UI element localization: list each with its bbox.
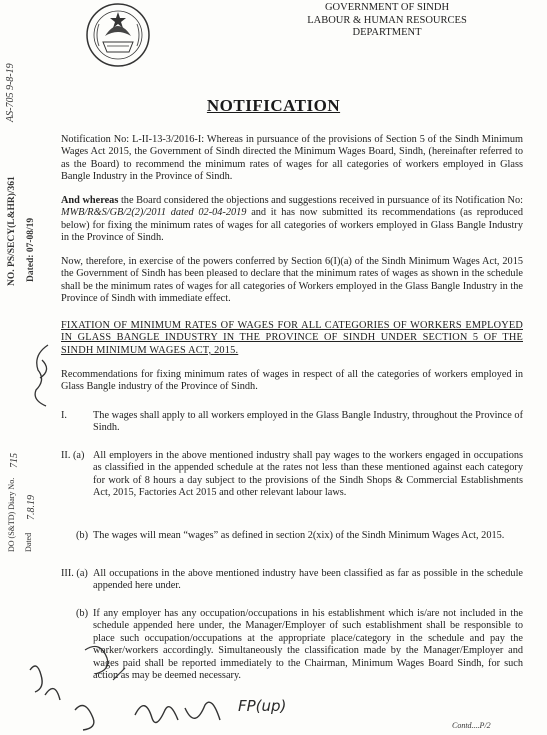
and-whereas-text-2: and it has now submitted its recommendations (as reproduced below) for fixing the minimum rates of wages for all categories of workers employed in Glass Bangle Industry in the Province of Sindh. — [61, 207, 523, 244]
fixation-heading: FIXATION OF MINIMUM RATES OF WAGES FOR ALL CATEGORIES OF WORKERS EMPLOYED IN GLASS BANGLE INDUSTRY IN THE PROVINCE OF SINDH UNDER SECTION 5 OF THE SINDH MINIMUM WAGES ACT, 2015. — [61, 320, 523, 356]
paragraph-and-whereas — [61, 195, 523, 245]
item-i-text: The wages shall apply to all workers employed in the Glass Bangle Industry, throughout the Province of Sindh. — [93, 410, 523, 434]
ps-dated-stamp: Dated: 07-08/19 — [26, 217, 36, 282]
diary-number-value: 715 — [9, 453, 20, 468]
handwritten-signature-bottom — [130, 690, 240, 735]
diary-number-label: DO (S&TD) Diary No. — [7, 477, 16, 552]
department-header — [292, 2, 482, 40]
item-iiia-number: III. (a) — [61, 568, 88, 579]
item-iiib-text: If any employer has any occupation/occupations in his establishment which is/are not included in the schedule appended here under, the Manager/Employer of such establishment shall be responsible to place such occupation/occupations at the appropriate place/category in the schedule and pay the worker/workers accordingly. Simultaneously the classification made by the Manager/Employer and wages paid shall be reported immediately to the Chairman, Minimum Wages Board Sindh, for such action as may be deemed necessary. — [93, 608, 523, 682]
and-whereas-text-1: the Board considered the objections and suggestions received in pursuance of its Notification No: — [118, 195, 523, 206]
ps-number-stamp: NO. PS/SECY(L&HR)/361 — [7, 176, 17, 286]
header-line-2: LABOUR & HUMAN RESOURCES — [307, 14, 467, 26]
paragraph-now-therefore: Now, therefore, in exercise of the powers conferred by Section 6(I)(a) of the Sindh Minimum Wages Act, 2015 the Government of Sindh has been pleased to declare that the minimum rates of wages as shown in the schedule shall be the minimum rates of wages for all categories of Workers employed in the Glass Bangle Industry in the Province of Sindh with immediate effect. — [61, 256, 523, 305]
notification-title: NOTIFICATION — [206, 96, 341, 115]
continued-note: Contd....P/2 — [452, 721, 491, 730]
sindh-government-seal — [85, 2, 151, 68]
diary-dated-label: Dated — [24, 532, 33, 552]
handwritten-fp-note: FP(up) — [238, 697, 287, 715]
item-i-number: I. — [61, 410, 68, 421]
item-iiia-text: All occupations in the above mentioned industry have been classified as far as possible in the schedule appended here under. — [93, 568, 523, 592]
item-iia-text: All employers in the above mentioned industry shall pay wages to the workers engaged in occupations as classified in the appended schedule at the rates not less than these mentioned against each category for work of 8 hours a day subject to the provisions of the Sindh Shops & Commercial Establishments Act, 2015, Factories Act 2015 and other relevant labour laws. — [93, 450, 523, 499]
handwritten-signature-left — [28, 340, 58, 410]
header-line-1: GOVERNMENT OF SINDH — [324, 2, 450, 13]
diary-dated-value: 7.8.19 — [26, 495, 37, 520]
handwritten-initials-bottom — [25, 640, 145, 735]
item-iib-number: (b) — [76, 530, 89, 541]
item-iia-number: II. (a) — [61, 450, 85, 461]
header-line-3: DEPARTMENT — [352, 27, 422, 38]
item-iiib-number: (b) — [76, 608, 89, 619]
paragraph-recommendations: Recommendations for fixing minimum rates of wages in respect of all the categories of workers employed in Glass Bangle industry of the Province of Sindh. — [61, 369, 523, 393]
notification-reference: MWB/R&S/GB/2(2)/2011 dated 02-04-2019 — [61, 207, 247, 219]
and-whereas-lead: And whereas — [61, 195, 119, 206]
item-iib-text: The wages will mean “wages” as defined in section 2(xix) of the Sindh Minimum Wages Act, 2015. — [93, 530, 505, 541]
paragraph-whereas: Notification No: L-II-13-3/2016-I: Whereas in pursuance of the provisions of Section 5 of the Sindh Minimum Wages Act 2015, the Government of Sindh directed the Minimum Wages Board, Sindh, (hereinafter referred to as the Board) to recommend the minimum rates of wages for all categories of workers employed in Glass Bangle Industry in the Province of Sindh. — [61, 134, 523, 183]
handwritten-reference: AS-705 9-8-19 — [5, 63, 16, 122]
